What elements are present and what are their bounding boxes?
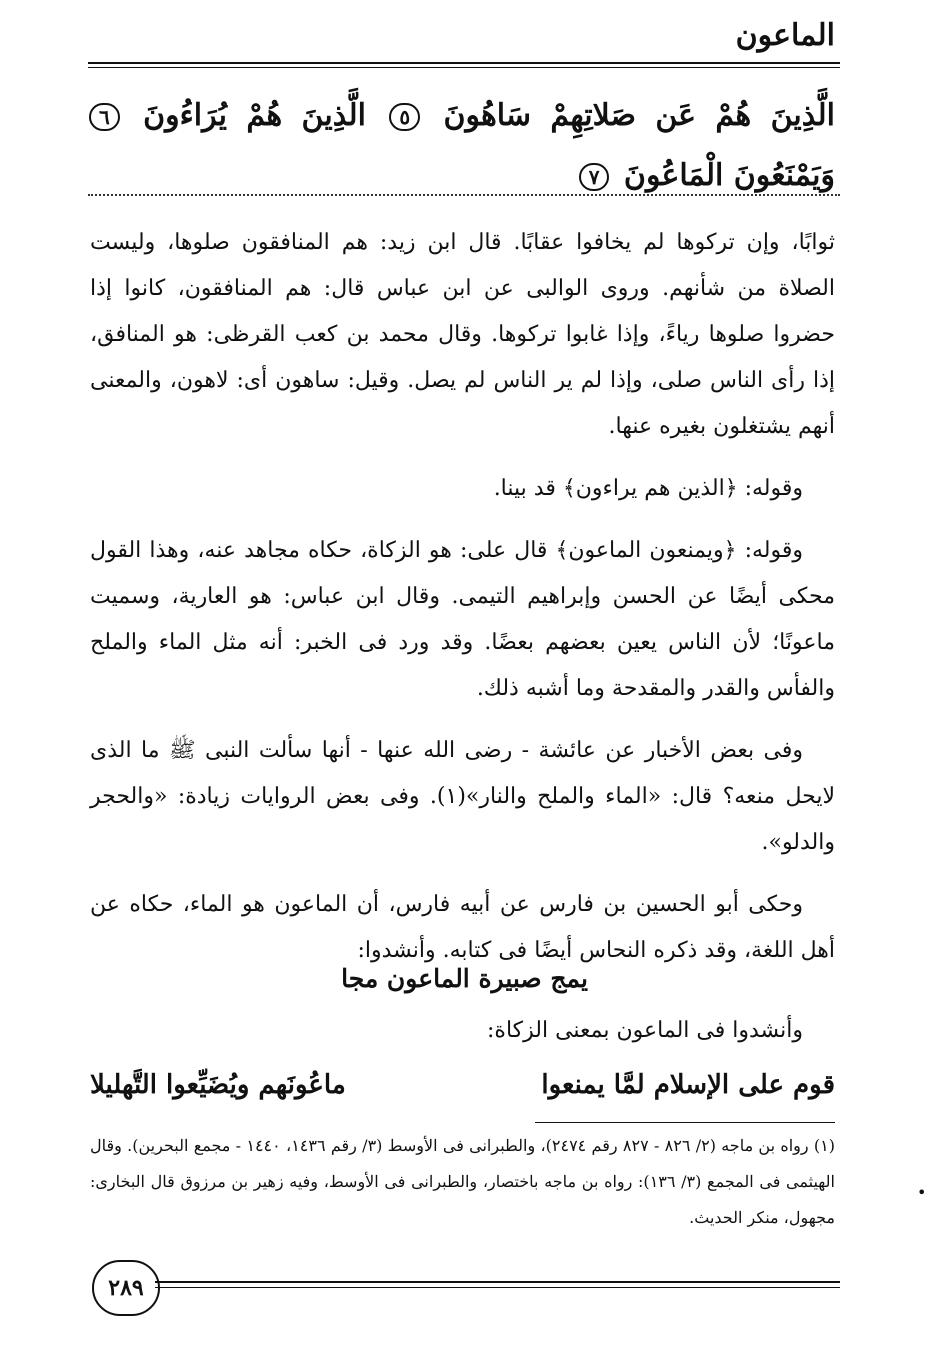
quran-verses [85, 86, 835, 206]
page-number: ٢٨٩ [92, 1260, 160, 1316]
header-rule-thin [88, 67, 840, 68]
footer-rule [155, 1281, 840, 1283]
verse-text: الَّذِينَ هُمْ يُرَاءُونَ [143, 98, 366, 133]
paragraph: وقوله: ﴿ويمنعون الماعون﴾ قال على: هو الزكاة، حكاه مجاهد عنه، وهذا القول محكى أيضًا عن الحسن وإبراهيم التيمى. وقال ابن عباس: هو العارية، وسميت ماعونًا؛ لأن الناس يعين بعضهم بعضًا. وقد ورد فى الخبر: أنه مثل الماء والملح والفأس والقدر والمقدحة وما أشبه ذلك. [90, 538, 835, 701]
paragraph: وفى بعض الأخبار عن عائشة - رضى الله عنها - أنها سألت النبى ﷺ ما الذى لايحل منعه؟ قال: «الماء والملح والنار»(١). وفى بعض الروايات زيادة: «والحجر والدلو». [90, 738, 835, 855]
commentary-body [90, 220, 835, 990]
margin-dot: • [917, 1183, 927, 1202]
dotted-divider [88, 194, 840, 196]
verse-number: ٧ [579, 163, 610, 191]
paragraph: وقوله: ﴿الذين هم يراءون﴾ قد بينا. [493, 476, 803, 501]
poem-verse [90, 1070, 835, 1100]
paragraph: ثوابًا، وإن تركوها لم يخافوا عقابًا. قال ابن زيد: هم المنافقون صلوها، وليست الصلاة من شأنهم. وروى الوالبى عن ابن عباس قال: هم المنافقون، كانوا إذا حضروا صلوها رياءً، وإذا غابوا تركوها. وقال محمد بن كعب القرظى: هو المنافق، إذا رأى الناس صلى، وإذا لم ير الناس لم يصل. وقيل: ساهون أى: لاهون، والمعنى أنهم يشتغلون بغيره عنها. [90, 230, 835, 439]
poem-hemistich-right: قوم على الإسلام لمَّا يمنعوا [541, 1070, 835, 1100]
footnote: (١) رواه بن ماجه (٢/ ٨٢٦ - ٨٢٧ رقم ٢٤٧٤)، والطبرانى فى الأوسط (٣/ رقم ١٤٣٦، ١٤٤٠ - مجمع البحرين). وقال الهيثمى فى المجمع (٣/ ١٣٦): رواه بن ماجه باختصار، والطبرانى فى الأوسط، وفيه زهير بن مرزوق قال البخارى: مجهول، منكر الحديث. [90, 1136, 836, 1227]
verse-number: ٥ [389, 103, 420, 131]
footnote-rule [535, 1122, 835, 1123]
paragraph: وحكى أبو الحسين بن فارس عن أبيه فارس، أن الماعون هو الماء، حكاه عن أهل اللغة، وقد ذكره النحاس أيضًا فى كتابه. وأنشدوا: [90, 892, 835, 963]
verse-text: الَّذِينَ هُمْ عَن صَلاتِهِمْ سَاهُونَ [443, 98, 835, 133]
poem-line: يمج صبيرة الماعون مجا [341, 964, 588, 993]
header-rule [88, 62, 840, 64]
poem-hemistich-left: ماعُونَهم ويُضَيِّعوا التَّهليلا [90, 1070, 346, 1100]
surah-title: الماعون [735, 18, 835, 53]
poem-intro: وأنشدوا فى الماعون بمعنى الزكاة: [487, 1018, 803, 1043]
verse-number: ٦ [89, 103, 120, 131]
verse-text: وَيَمْنَعُونَ الْمَاعُونَ [623, 158, 835, 193]
footer-rule-thin [155, 1287, 840, 1288]
